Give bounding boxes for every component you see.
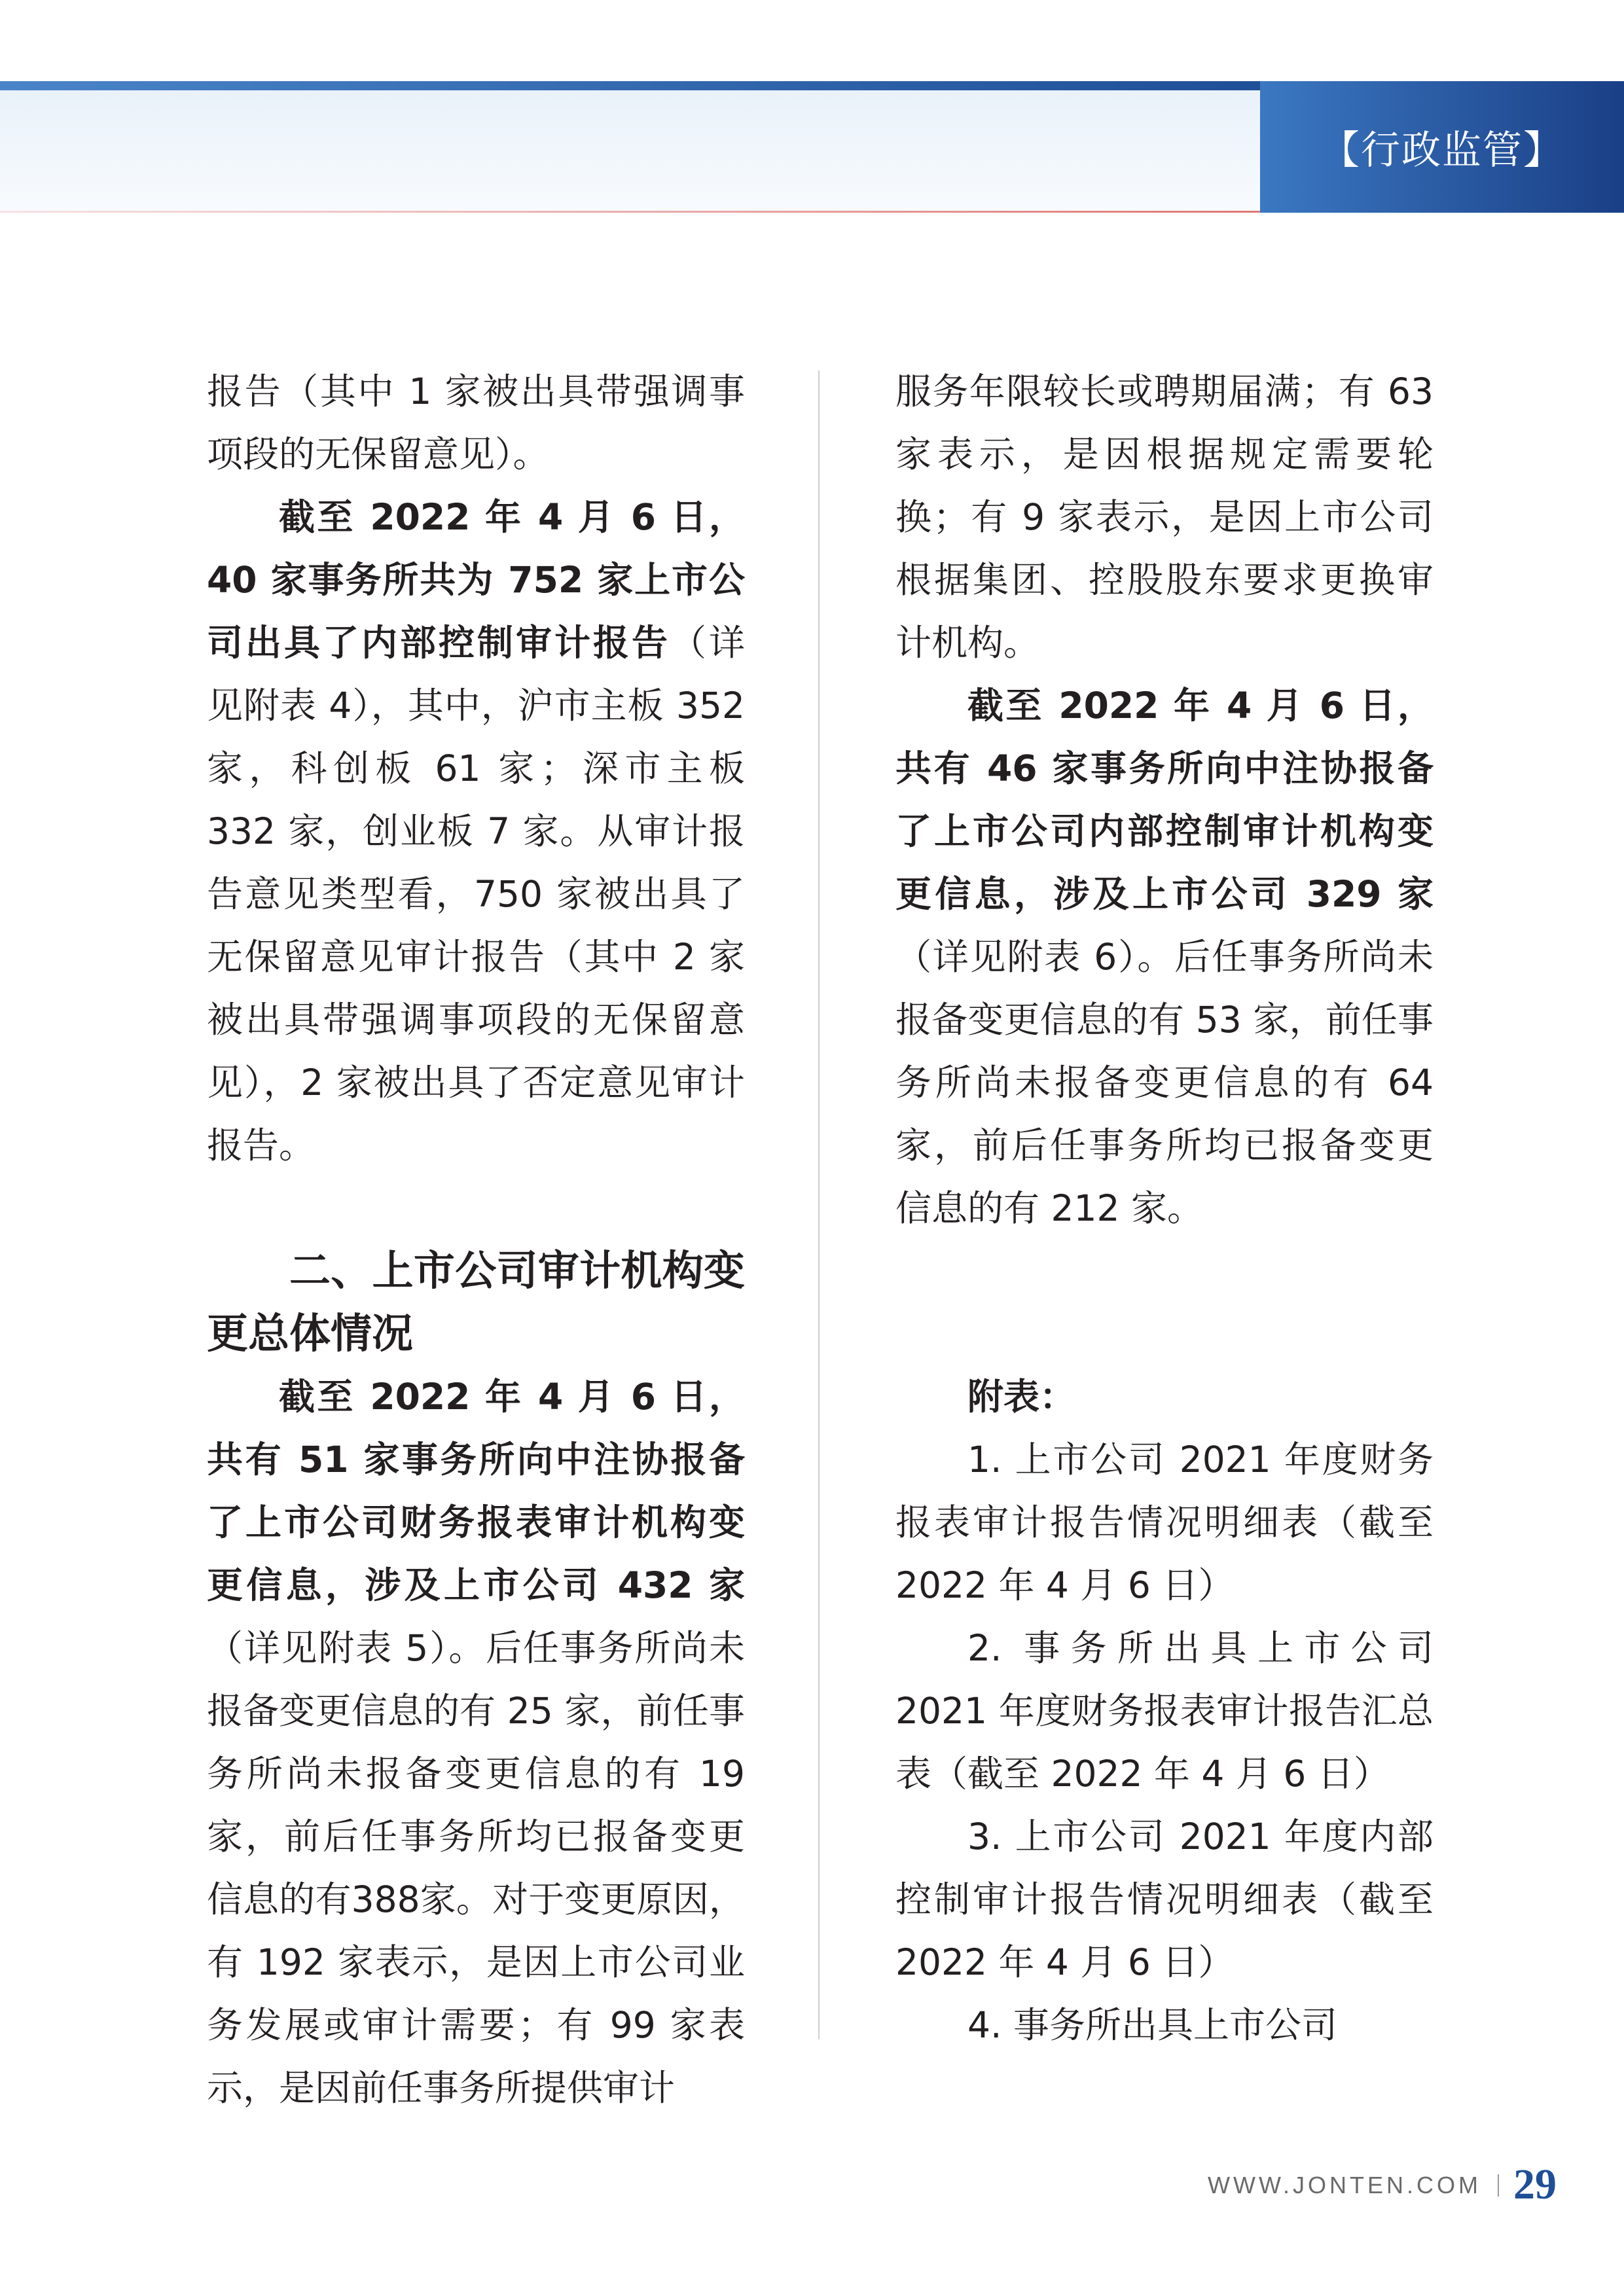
header-band <box>0 90 1260 212</box>
left-paragraph-1: 报告（其中 1 家被出具带强调事项段的无保留意见）。 <box>207 370 745 475</box>
right-paragraph-2 <box>895 674 1434 1240</box>
left-paragraph-3 <box>207 1365 745 2119</box>
section-heading: 二、上市公司审计机构变更总体情况 <box>207 1247 745 1357</box>
header-rule <box>0 211 1260 213</box>
appendix-item-4: 4. 事务所出具上市公司 <box>967 2004 1337 2046</box>
left-paragraph-3-rest: （详见附表 5）。后任事务所尚未报备变更信息的有 25 家，前任事务所尚未报备变更信息的有 19 家，前后任事务所均已报备变更信息的有388家。对于变更原因，有 192 家表示，是因上市公司业务发展或审计需要；有 99 家表示，是因前任事务所提供审计 <box>207 1627 745 2109</box>
right-paragraph-1: 服务年限较长或聘期届满；有 63 家表示，是因根据规定需要轮换；有 9 家表示，是因上市公司根据集团、控股股东要求更换审计机构。 <box>895 370 1434 664</box>
left-paragraph-2-bold: 截至 2022 年 4 月 6 日，40 家事务所共为 752 家上市公司出具了内部控制审计报告 <box>207 496 745 664</box>
header-top-bar <box>0 81 1260 90</box>
appendix-item-3: 3. 上市公司 2021 年度内部控制审计报告情况明细表（截至 2022 年 4 月 6 日） <box>895 1816 1434 1983</box>
left-column <box>207 360 745 2119</box>
left-paragraph-2 <box>207 486 745 1177</box>
footer-separator <box>1498 2174 1499 2197</box>
section-tab <box>1260 81 1624 213</box>
page-number: 29 <box>1513 2161 1557 2208</box>
right-paragraph-2-rest: （详见附表 6）。后任事务所尚未报备变更信息的有 53 家，前任事务所尚未报备变更信息的有 64 家，前后任事务所均已报备变更信息的有 212 家。 <box>895 936 1434 1229</box>
footer-website: WWW.JONTEN.COM <box>1208 2172 1481 2198</box>
left-paragraph-2-rest: （详见附表 4），其中，沪市主板 352 家，科创板 61 家；深市主板 332 家，创业板 7 家。从审计报告意见类型看，750 家被出具了无保留意见审计报告（其中 2 家被出具带强调事项段的无保留意见），2 家被出具了否定意见审计报告。 <box>207 622 745 1166</box>
appendix-item-1: 1. 上市公司 2021 年度财务报表审计报告情况明细表（截至 2022 年 4 月 6 日） <box>895 1439 1434 1606</box>
appendix-label: 附表： <box>967 1376 1076 1418</box>
right-column <box>895 360 1434 2056</box>
appendix-item-2: 2. 事务所出具上市公司 2021 年度财务报表审计报告汇总表（截至 2022 年 4 月 6 日） <box>895 1627 1434 1795</box>
column-divider <box>818 370 820 2039</box>
section-tag: 【行政监管】 <box>1320 127 1564 173</box>
right-paragraph-2-bold: 截至 2022 年 4 月 6 日，共有 46 家事务所向中注协报备了上市公司内部控制审计机构变更信息，涉及上市公司 329 家 <box>895 685 1434 915</box>
left-paragraph-3-bold: 截至 2022 年 4 月 6 日，共有 51 家事务所向中注协报备了上市公司财务报表审计机构变更信息，涉及上市公司 432 家 <box>207 1376 745 1606</box>
